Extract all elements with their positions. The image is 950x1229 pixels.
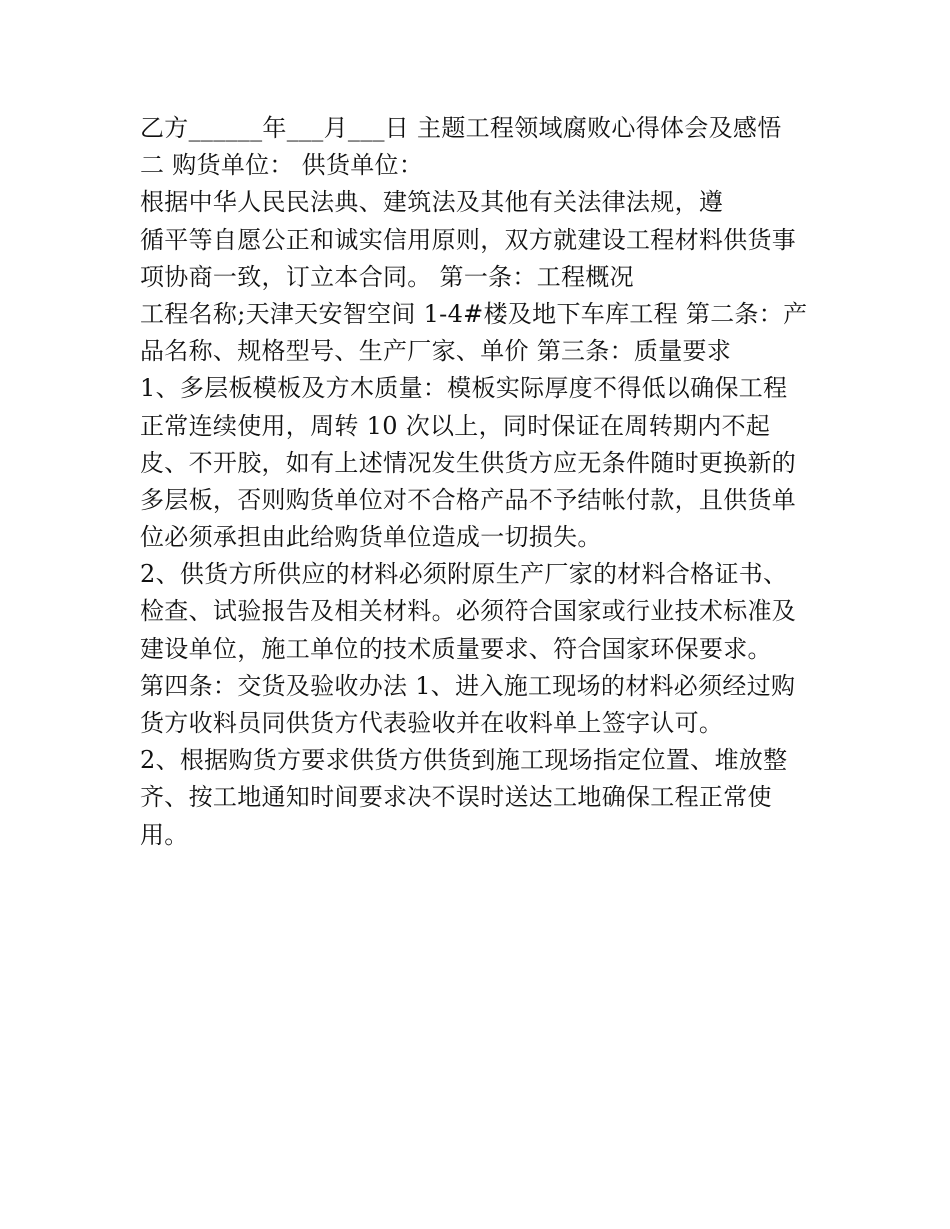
text-line: 项协商一致，订立本合同。 第一条：工程概况	[140, 262, 634, 291]
text-line: 位必须承担由此给购货单位造成一切损失。	[140, 523, 602, 552]
text-line: 2、根据购货方要求供货方供货到施工现场指定位置、堆放整	[140, 746, 788, 775]
text-line: 多层板，否则购货单位对不合格产品不予结帐付款，且供货单	[140, 485, 797, 514]
text-line: 循平等自愿公正和诚实信用原则，双方就建设工程材料供货事	[140, 225, 797, 254]
text-line: 正常连续使用，周转 10 次以上，同时保证在周转期内不起	[140, 411, 771, 440]
document-body	[140, 110, 820, 854]
text-line: 根据中华人民民法典、建筑法及其他有关法律法规，遵	[140, 188, 724, 217]
text-line: 二 购货单位： 供货单位：	[140, 151, 424, 180]
text-line: 工程名称;天津天安智空间 1-4#楼及地下车库工程 第二条：产	[140, 299, 808, 328]
text-line: 用。	[140, 820, 189, 849]
text-line: 建设单位，施工单位的技术质量要求、符合国家环保要求。	[140, 634, 772, 663]
text-line: 乙方______年___月___日 主题工程领域腐败心得体会及感悟	[140, 114, 782, 142]
text-line: 第四条：交货及验收办法 1、进入施工现场的材料必须经过购	[140, 671, 796, 700]
text-line: 1、多层板模板及方木质量：模板实际厚度不得低以确保工程	[140, 374, 788, 403]
text-line: 品名称、规格型号、生产厂家、单价 第三条：质量要求	[140, 337, 732, 366]
text-line: 2、供货方所供应的材料必须附原生产厂家的材料合格证书、	[140, 560, 788, 589]
text-line: 齐、按工地通知时间要求决不误时送达工地确保工程正常使	[140, 783, 772, 812]
text-line: 货方收料员同供货方代表验收并在收料单上签字认可。	[140, 709, 724, 737]
text-line: 皮、不开胶，如有上述情况发生供货方应无条件随时更换新的	[140, 448, 797, 477]
text-line: 检查、试验报告及相关材料。必须符合国家或行业技术标准及	[140, 597, 797, 626]
